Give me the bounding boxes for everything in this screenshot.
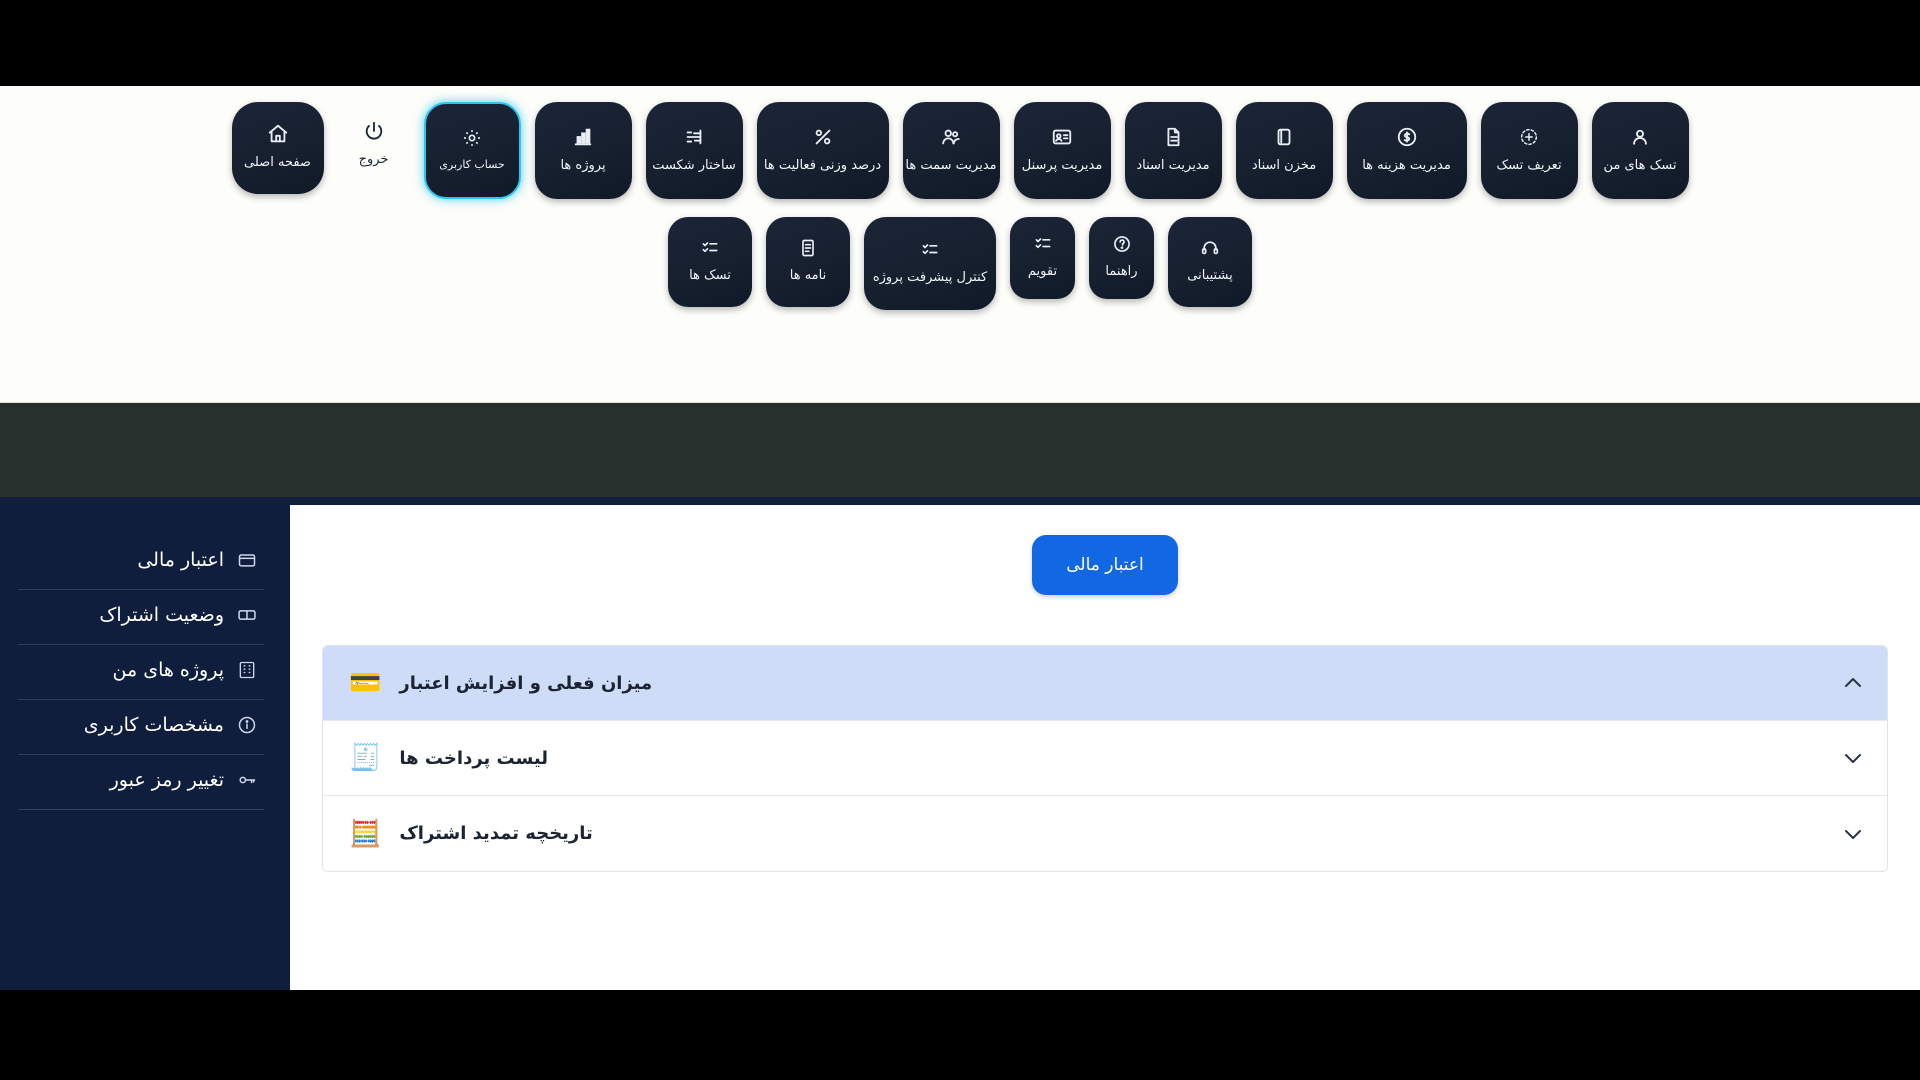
accordion-row-current-credit[interactable] bbox=[323, 646, 1887, 721]
nav-tile-project-progress-control[interactable] bbox=[864, 217, 996, 310]
document-icon bbox=[1162, 126, 1184, 148]
sidebar-item-financial-credit[interactable] bbox=[18, 535, 264, 590]
nav-tile-user-account[interactable] bbox=[424, 102, 521, 199]
sidebar-item-label: وضعیت اشتراک bbox=[99, 604, 224, 626]
nav-tile-label: کنترل پیشرفت پروژه bbox=[872, 269, 988, 285]
accordion-row-payments-list[interactable] bbox=[323, 721, 1887, 796]
question-circle-icon bbox=[1112, 234, 1132, 254]
hierarchy-icon bbox=[683, 126, 705, 148]
home-icon bbox=[267, 123, 289, 145]
nav-tile-label: تعریف تسک bbox=[1496, 157, 1562, 173]
nav-tile-label: پروژه ها bbox=[560, 157, 606, 173]
chevron-down-icon[interactable] bbox=[1841, 822, 1865, 846]
main-navigation-panel bbox=[0, 86, 1920, 403]
nav-tile-define-task[interactable] bbox=[1481, 102, 1578, 199]
nav-tile-logout[interactable] bbox=[338, 102, 410, 188]
sidebar-item-label: اعتبار مالی bbox=[137, 549, 224, 571]
dollar-icon bbox=[1396, 126, 1418, 148]
nav-tile-tasks[interactable] bbox=[668, 217, 752, 307]
info-circle-icon bbox=[236, 715, 258, 735]
nav-tile-label: نامه ها bbox=[789, 268, 827, 284]
navy-divider-line bbox=[0, 497, 1920, 505]
nav-tile-activity-weight[interactable] bbox=[757, 102, 889, 199]
financial-credit-pill[interactable]: اعتبار مالی bbox=[1032, 535, 1178, 595]
nav-tile-letters[interactable] bbox=[766, 217, 850, 307]
content-area bbox=[0, 505, 1920, 990]
nav-tile-label: تسک ها bbox=[689, 268, 731, 284]
sidebar-item-user-profile[interactable] bbox=[18, 700, 264, 755]
nav-tile-label: مدیریت اسناد bbox=[1136, 157, 1210, 173]
nav-tile-label: مدیریت پرسنل bbox=[1021, 157, 1103, 173]
main-pane bbox=[290, 505, 1920, 990]
clipboard-check-icon bbox=[920, 240, 940, 260]
accordion-row-content bbox=[349, 818, 593, 849]
nav-tile-label: تسک های من bbox=[1603, 157, 1677, 173]
nav-tile-label: مدیریت سمت ها bbox=[905, 157, 997, 173]
accordion-title: میزان فعلی و افزایش اعتبار bbox=[399, 672, 653, 694]
accordion-title: تاریخچه تمدید اشتراک bbox=[399, 823, 593, 844]
gear-icon bbox=[462, 128, 482, 148]
nav-tile-my-tasks[interactable] bbox=[1592, 102, 1689, 199]
nav-tile-positions[interactable] bbox=[903, 102, 1000, 199]
chevron-up-icon[interactable] bbox=[1841, 671, 1865, 695]
sidebar-item-label: مشخصات کاربری bbox=[83, 714, 224, 736]
nav-tile-expenses[interactable] bbox=[1347, 102, 1467, 199]
nav-tile-document-management[interactable] bbox=[1125, 102, 1222, 199]
sidebar-item-subscription-status[interactable] bbox=[18, 590, 264, 645]
nav-tile-home[interactable] bbox=[232, 102, 324, 194]
nav-tile-label: درصد وزنی فعالیت ها bbox=[763, 157, 882, 173]
letter-icon bbox=[798, 238, 818, 258]
nav-tile-label: مدیریت هزینه ها bbox=[1362, 157, 1451, 173]
top-black-bar bbox=[0, 0, 1920, 86]
nav-tile-label: پشتیبانی bbox=[1187, 268, 1233, 284]
receipt-icon: 🧾 bbox=[349, 743, 382, 773]
accordion-row-content bbox=[349, 745, 548, 771]
pill-wrapper bbox=[290, 505, 1920, 595]
percent-icon bbox=[812, 126, 834, 148]
users-icon bbox=[940, 126, 962, 148]
nav-tile-calendar[interactable] bbox=[1010, 217, 1075, 299]
account-sidebar bbox=[0, 505, 290, 990]
ticket-icon bbox=[236, 605, 258, 625]
nav-row-secondary bbox=[0, 199, 1920, 310]
sidebar-item-my-projects[interactable] bbox=[18, 645, 264, 700]
id-card-icon bbox=[1051, 126, 1073, 148]
nav-tile-label: خروج bbox=[358, 152, 389, 168]
user-icon bbox=[1629, 126, 1651, 148]
nav-tile-label: تقویم bbox=[1027, 264, 1058, 280]
nav-tile-support[interactable] bbox=[1168, 217, 1252, 307]
folder-icon bbox=[1273, 126, 1295, 148]
credit-card-icon: 💳 bbox=[349, 668, 382, 698]
nav-tile-label: صفحه اصلی bbox=[244, 155, 311, 171]
nav-tile-guide[interactable] bbox=[1089, 217, 1154, 299]
accordion-title: لیست پرداخت ها bbox=[399, 747, 549, 769]
key-icon bbox=[236, 770, 258, 790]
nav-tile-label: راهنما bbox=[1105, 264, 1138, 280]
invoice-icon: 🧮 bbox=[349, 818, 382, 849]
dark-divider-strip bbox=[0, 403, 1920, 497]
sidebar-item-label: پروژه های من bbox=[112, 659, 224, 681]
accordion-list bbox=[322, 645, 1888, 872]
nav-tile-label: مخزن اسناد bbox=[1251, 157, 1317, 173]
nav-tile-projects[interactable] bbox=[535, 102, 632, 199]
bottom-black-bar bbox=[0, 990, 1920, 1080]
sidebar-item-label: تغییر رمز عبور bbox=[109, 769, 224, 791]
nav-tile-label: ساختار شکست bbox=[652, 157, 736, 173]
headset-icon bbox=[1200, 238, 1220, 258]
chart-bar-icon bbox=[572, 126, 594, 148]
nav-tile-label: حساب کاربری bbox=[439, 157, 505, 171]
nav-tile-wbs[interactable] bbox=[646, 102, 743, 199]
nav-row-primary bbox=[0, 86, 1920, 199]
list-check-icon bbox=[700, 238, 720, 258]
projects-icon bbox=[236, 660, 258, 680]
accordion-row-subscription-history[interactable] bbox=[323, 796, 1887, 871]
sidebar-item-change-password[interactable] bbox=[18, 755, 264, 810]
calendar-check-icon bbox=[1033, 234, 1053, 254]
wallet-icon bbox=[236, 550, 258, 570]
chevron-down-icon[interactable] bbox=[1841, 746, 1865, 770]
nav-tile-personnel[interactable] bbox=[1014, 102, 1111, 199]
power-icon bbox=[363, 120, 385, 142]
nav-tile-document-repository[interactable] bbox=[1236, 102, 1333, 199]
accordion-row-content bbox=[349, 670, 652, 696]
plus-circle-icon bbox=[1518, 126, 1540, 148]
